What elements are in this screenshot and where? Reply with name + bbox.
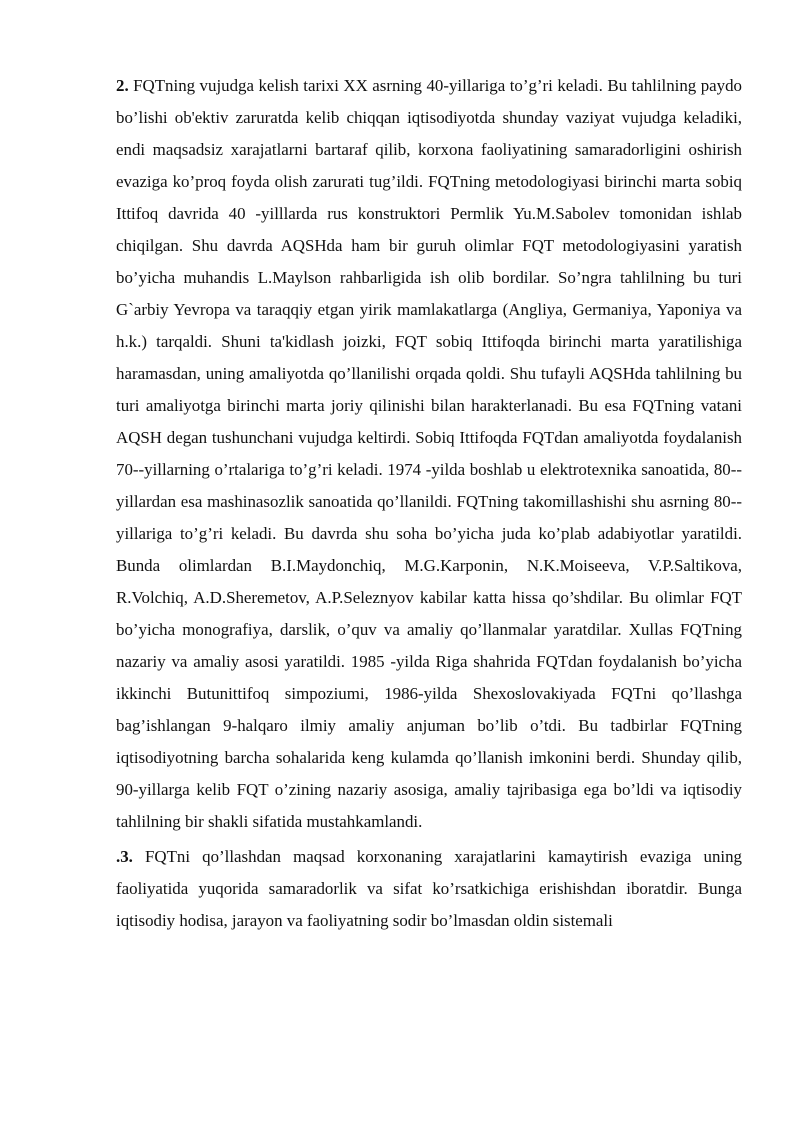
paragraph-2 [116,70,742,838]
section-number: .3. [116,847,133,866]
section-number: 2. [116,76,129,95]
paragraph-text: FQTni qo’llashdan maqsad korxonaning xarajatlarini kamaytirish evaziga uning faoliyatida yuqorida samaradorlik va sifat ko’rsatkichiga erishishdan iboratdir. Bunga iqtisodiy hodisa, jarayon va faoliyatning sodir bo’lmasdan oldin sistemali [116,847,742,930]
paragraph-3 [116,841,742,937]
paragraph-text: FQTning vujudga kelish tarixi XX asrning 40-yillariga to’g’ri keladi. Bu tahlilning paydo bo’lishi ob'ektiv zaruratda kelib chiqqan iqtisodiyotda shunday vaziyat vujudga keladiki, endi maqsadsiz xarajatlarni bartaraf qilib, korxona faoliyatining samaradorligini oshirish evaziga ko’proq foyda olish zarurati tug’ildi. FQTning metodologiyasi birinchi marta sobiq Ittifoq davrida 40 -yilllarda rus konstruktori Permlik Yu.M.Sabolev tomonidan ishlab chiqilgan. Shu davrda AQSHda ham bir guruh olimlar FQT metodologiyasini yaratish bo’yicha muhandis L.Maylson rahbarligida ish olib bordilar. So’ngra tahlilning bu turi G`arbiy Yevropa va taraqqiy etgan yirik mamlakatlarga (Angliya, Germaniya, Yaponiya va h.k.) tarqaldi. Shuni ta'kidlash joizki, FQT sobiq Ittifoqda birinchi marta yaratilishiga haramasdan, uning amaliyotda qo’llanilishi orqada qoldi. Shu tufayli AQSHda tahlilning bu turi amaliyotga birinchi marta joriy qilinishi bilan harakterlanadi. Bu esa FQTning vatani AQSH degan tushunchani vujudga keltirdi. Sobiq Ittifoqda FQTdan amaliyotda foydalanish 70--yillarning o’rtalariga to’g’ri keladi. 1974 -yilda boshlab u elektrotexnika sanoatida, 80--yillardan esa mashinasozlik sanoatida qo’llanildi. FQTning takomillashishi shu asrning 80--yillariga to’g’ri keladi. Bu davrda shu soha bo’yicha juda ko’plab adabiyotlar yaratildi. Bunda olimlardan B.I.Maydonchiq, M.G.Karponin, N.K.Moiseeva, V.P.Saltikova, R.Volchiq, A.D.Sheremetov, A.P.Seleznyov kabilar katta hissa qo’shdilar. Bu olimlar FQT bo’yicha monografiya, darslik, o’quv va amaliy qo’llanmalar yaratdilar. Xullas FQTning nazariy va amaliy asosi yaratildi. 1985 -yilda Riga shahrida FQTdan foydalanish bo’yicha ikkinchi Butunittifoq simpoziumi, 1986-yilda Shexoslovakiyada FQTni qo’llashga bag’ishlangan 9-halqaro ilmiy amaliy anjuman bo’lib o’tdi. Bu tadbirlar FQTning iqtisodiyotning barcha sohalarida keng kulamda qo’llanish imkonini berdi. Shunday qilib, 90-yillarga kelib FQT o’zining nazariy asosiga, amaliy tajribasiga ega bo’ldi va iqtisodiy tahlilning bir shakli sifatida mustahkamlandi. [116,76,742,831]
